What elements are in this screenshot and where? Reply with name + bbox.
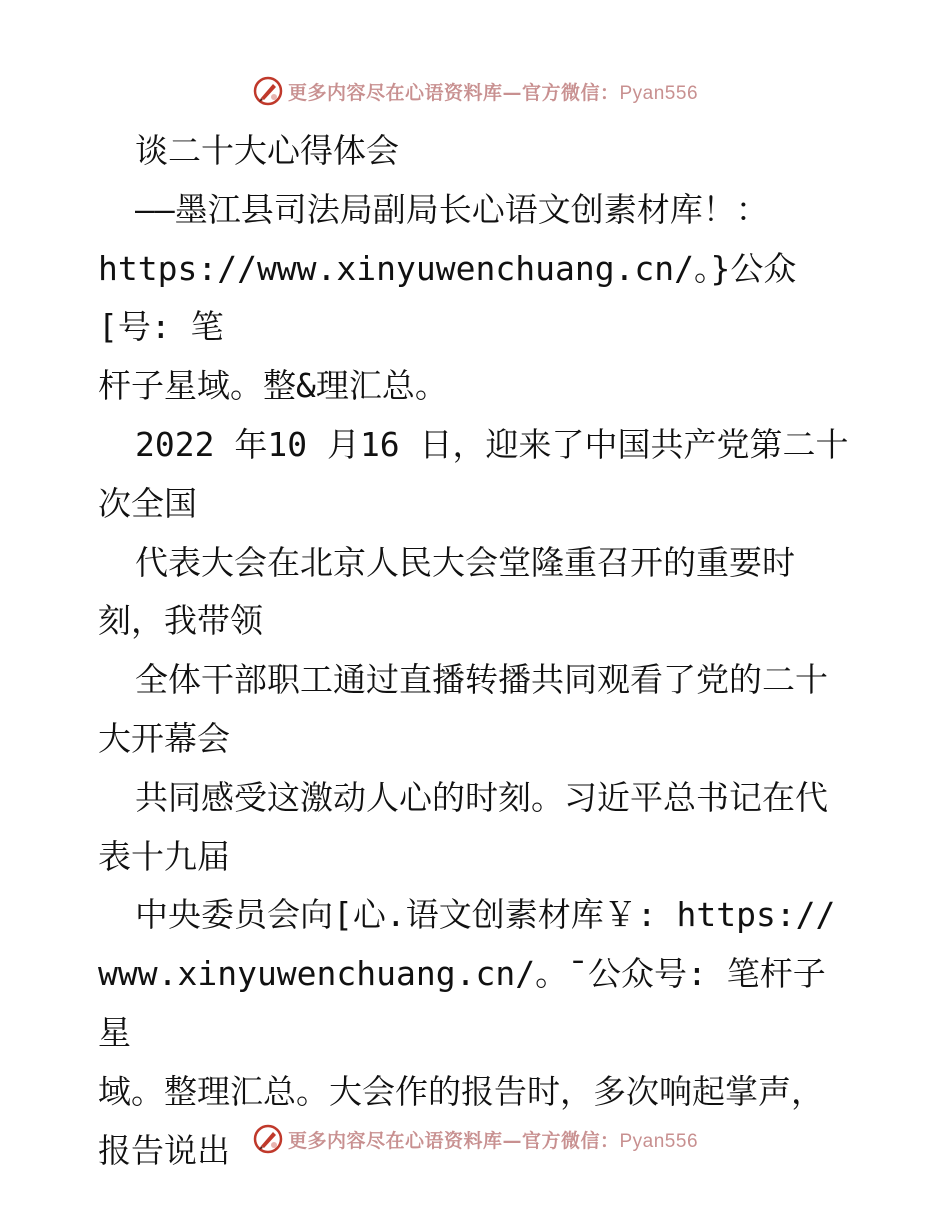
doc-line: 共同感受这激动人心的时刻。习近平总书记在代 (135, 777, 828, 817)
banner-text: 更多内容尽在心语资料库—官方微信： (287, 1129, 620, 1152)
doc-title: 谈二十大心得体会 (135, 131, 399, 170)
doc-line: 刻，我带领 (98, 601, 263, 641)
doc-line: 次全国 (98, 483, 197, 523)
footer-watermark-banner (0, 1119, 950, 1159)
doc-line: 表十九届 (98, 836, 230, 876)
banner-text: 更多内容尽在心语资料库—官方微信： (287, 81, 620, 104)
red-pen-logo-icon (252, 1123, 284, 1155)
banner-wechat-id: Pyan556 (619, 1130, 699, 1152)
doc-line: 代表大会在北京人民大会堂隆重召开的重要时 (135, 542, 795, 582)
doc-line: 报告说出 (98, 1130, 230, 1170)
doc-line: 大开幕会 (98, 718, 230, 758)
banner-wechat-id: Pyan556 (619, 82, 699, 104)
doc-line: 杆子星域。整&理汇总。 (98, 366, 448, 406)
doc-line: 2022 年10 月16 日，迎来了中国共产党第二十 (135, 424, 849, 464)
red-pen-logo-icon (252, 75, 284, 107)
doc-line: www.xinyuwenchuang.cn/。¯公众号: 笔杆子星 (98, 954, 826, 1052)
doc-line: 域。整理汇总。大会作的报告时，多次响起掌声， (98, 1071, 824, 1111)
doc-line: 全体干部职工通过直播转播共同观看了党的二十 (135, 660, 828, 700)
doc-line: ——墨江县司法局副局长心语文创素材库！： (135, 189, 769, 229)
header-watermark-banner (0, 71, 950, 111)
doc-line: 中央委员会向[心.语文创素材库￥: https:// (135, 895, 836, 935)
doc-line: https://www.xinyuwenchuang.cn/。}公众[号: 笔 (98, 248, 797, 347)
document-body (98, 122, 858, 1180)
